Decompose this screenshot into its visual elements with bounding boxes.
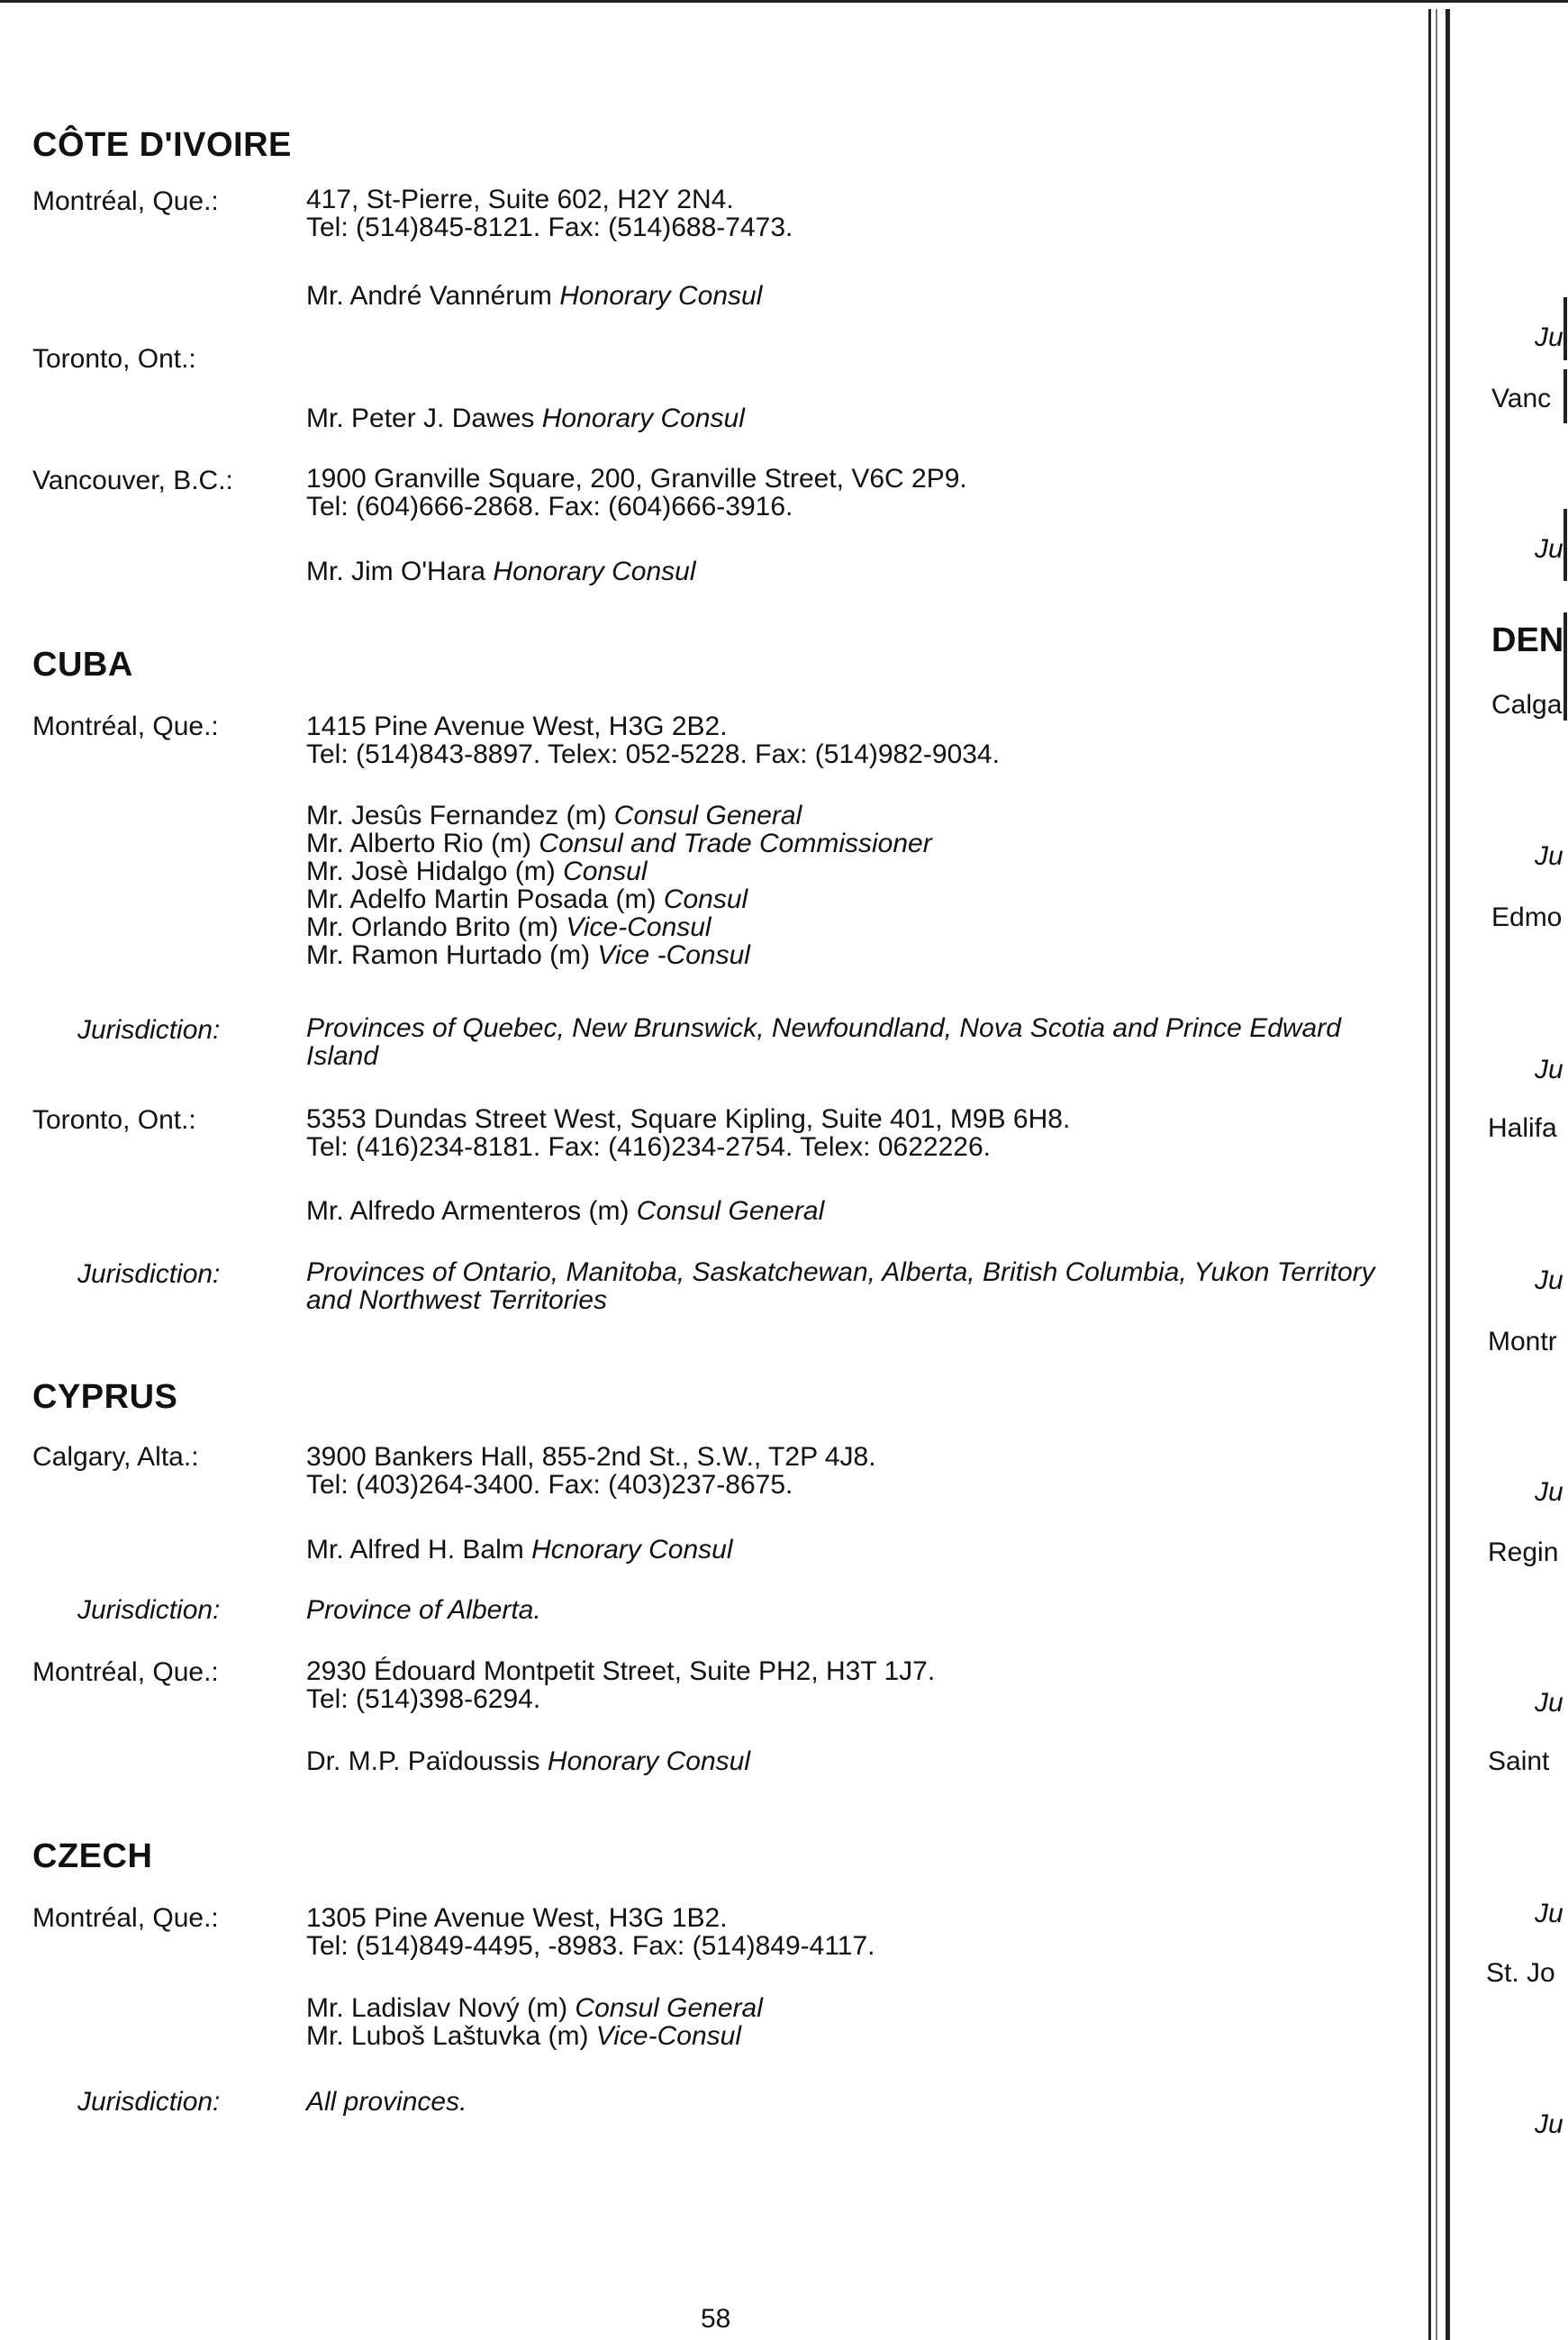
official-name: Mr. Adelfo Martin Posada (m) — [306, 884, 657, 914]
consulate-entry — [306, 712, 1400, 768]
official-role: Vice-Consul — [566, 912, 711, 942]
right-fragment: Ju — [1535, 1899, 1563, 1928]
official-entry — [306, 404, 1400, 432]
consulate-entry — [306, 465, 1400, 521]
contact-line: Tel: (604)666-2868. Fax: (604)666-3916. — [306, 492, 793, 522]
official-entry — [306, 282, 1400, 310]
place-label: Toronto, Ont.: — [32, 344, 196, 374]
adjacent-page-fragment — [1452, 0, 1568, 2340]
jurisdiction-label: Jurisdiction: — [77, 1259, 221, 1289]
right-fragment: St. Jo — [1486, 1958, 1555, 1988]
official-role: Consul General — [636, 1196, 825, 1226]
official-entry — [306, 885, 1400, 913]
address-line: 1305 Pine Avenue West, H3G 1B2. — [306, 1903, 728, 1933]
page-gutter-inner-line — [1436, 9, 1437, 2340]
right-fragment: Ju — [1535, 1688, 1563, 1718]
jurisdiction-text: Province of Alberta. — [306, 1595, 541, 1625]
jurisdiction-text: Provinces of Quebec, New Brunswick, Newfoundland, Nova Scotia and Prince Edward Island — [306, 1013, 1341, 1071]
consulate-entry — [306, 186, 1400, 241]
consulate-entry — [306, 1904, 1400, 1960]
official-entry — [306, 558, 1400, 585]
table-rule — [1563, 297, 1567, 360]
official-role: Vice-Consul — [595, 2021, 741, 2051]
right-fragment: Ju — [1535, 841, 1563, 871]
address-line: 3900 Bankers Hall, 855-2nd St., S.W., T2P 4J8. — [306, 1442, 876, 1472]
jurisdiction-label: Jurisdiction: — [77, 1015, 221, 1045]
address-line: 2930 Édouard Montpetit Street, Suite PH2, H3T 1J7. — [306, 1656, 936, 1686]
place-label: Montréal, Que.: — [32, 1657, 219, 1687]
right-fragment: Halifa — [1488, 1113, 1557, 1143]
place-label: Vancouver, B.C.: — [32, 466, 233, 495]
consulate-entry — [306, 1657, 1400, 1713]
official-name: Mr. Alberto Rio (m) — [306, 829, 532, 858]
official-entry — [306, 1994, 1400, 2022]
official-name: Mr. Jim O'Hara — [306, 557, 486, 586]
section-title-cote-divoire: CÔTE D'IVOIRE — [32, 126, 292, 164]
official-role: Honorary Consul — [541, 404, 745, 433]
official-entry — [306, 1197, 1400, 1225]
right-fragment: Ju — [1535, 2109, 1563, 2139]
jurisdiction-text: All provinces. — [306, 2087, 467, 2117]
official-name: Mr. Peter J. Dawes — [306, 404, 535, 433]
section-title-cuba: CUBA — [32, 646, 133, 684]
place-label: Toronto, Ont.: — [32, 1105, 196, 1135]
official-role: Consul General — [613, 801, 802, 830]
officials-list — [306, 558, 1400, 585]
jurisdiction-label: Jurisdiction: — [77, 2087, 221, 2117]
address-line: 1415 Pine Avenue West, H3G 2B2. — [306, 712, 728, 741]
officials-list — [306, 802, 1400, 969]
right-fragment: Edmo — [1491, 902, 1563, 932]
official-name: Mr. Alfredo Armenteros (m) — [306, 1196, 630, 1226]
official-role: Vice -Consul — [597, 940, 750, 970]
right-fragment: Calga — [1491, 690, 1563, 720]
right-fragment: Saint — [1488, 1746, 1550, 1776]
contact-line: Tel: (514)849-4495, -8983. Fax: (514)849-4117. — [306, 1931, 875, 1961]
page-number: 58 — [701, 2304, 731, 2334]
jurisdiction-text: Provinces of Ontario, Manitoba, Saskatchewan, Alberta, British Columbia, Yukon Territory and Northwest Territories — [306, 1257, 1375, 1315]
official-role: Consul General — [575, 1993, 763, 2023]
address-line: 1900 Granville Square, 200, Granville Street, V6C 2P9. — [306, 464, 967, 494]
officials-list — [306, 404, 1400, 432]
place-label: Calgary, Alta.: — [32, 1442, 199, 1472]
officials-list — [306, 1994, 1400, 2050]
section-title-czech: CZECH — [32, 1837, 153, 1875]
right-fragment: Ju — [1535, 1265, 1563, 1295]
table-rule — [1563, 612, 1567, 721]
jurisdiction-label: Jurisdiction: — [77, 1595, 221, 1625]
official-name: Mr. Josè Hidalgo (m) — [306, 857, 556, 886]
official-role: Hcnorary Consul — [531, 1535, 733, 1565]
contact-line: Tel: (416)234-8181. Fax: (416)234-2754. Telex: 0622226. — [306, 1132, 991, 1162]
official-entry — [306, 830, 1400, 857]
official-entry — [306, 1536, 1400, 1564]
right-fragment: Regin — [1488, 1537, 1559, 1567]
right-fragment: Ju — [1535, 534, 1563, 564]
address-line: 417, St-Pierre, Suite 602, H2Y 2N4. — [306, 185, 734, 214]
table-rule — [1563, 509, 1567, 581]
right-fragment: DEN — [1491, 621, 1564, 659]
official-entry — [306, 802, 1400, 830]
official-entry — [306, 2022, 1400, 2050]
right-fragment: Montr — [1488, 1327, 1557, 1356]
official-entry — [306, 913, 1400, 941]
official-role: Consul and Trade Commissioner — [539, 829, 932, 858]
right-fragment: Ju — [1535, 1477, 1563, 1507]
official-role: Consul — [563, 857, 648, 886]
official-name: Dr. M.P. Païdoussis — [306, 1746, 540, 1776]
official-name: Mr. André Vannérum — [306, 281, 552, 311]
contact-line: Tel: (514)843-8897. Telex: 052-5228. Fax: (514)982-9034. — [306, 739, 1000, 769]
officials-list — [306, 1536, 1400, 1564]
table-rule — [1563, 369, 1567, 423]
place-label: Montréal, Que.: — [32, 186, 219, 216]
official-entry — [306, 857, 1400, 885]
right-fragment: Vanc — [1491, 384, 1552, 413]
official-role: Honorary Consul — [493, 557, 696, 586]
official-name: Mr. Alfred H. Balm — [306, 1535, 524, 1565]
address-line: 5353 Dundas Street West, Square Kipling, Suite 401, M9B 6H8. — [306, 1104, 1071, 1134]
official-name: Mr. Luboš Laštuvka (m) — [306, 2021, 589, 2051]
place-label: Montréal, Que.: — [32, 712, 219, 741]
officials-list — [306, 1197, 1400, 1225]
official-role: Honorary Consul — [559, 281, 763, 311]
official-name: Mr. Orlando Brito (m) — [306, 912, 559, 942]
official-entry — [306, 941, 1400, 969]
contact-line: Tel: (403)264-3400. Fax: (403)237-8675. — [306, 1470, 793, 1500]
official-name: Mr. Jesûs Fernandez (m) — [306, 801, 607, 830]
official-entry — [306, 1747, 1400, 1775]
official-name: Mr. Ramon Hurtado (m) — [306, 940, 591, 970]
contact-line: Tel: (514)845-8121. Fax: (514)688-7473. — [306, 213, 793, 242]
page-gutter-divider — [1428, 9, 1450, 2340]
consulate-entry — [306, 1105, 1400, 1161]
official-role: Honorary Consul — [547, 1746, 751, 1776]
right-fragment: Ju — [1535, 322, 1563, 352]
contact-line: Tel: (514)398-6294. — [306, 1684, 541, 1714]
official-name: Mr. Ladislav Nový (m) — [306, 1993, 568, 2023]
consulate-entry — [306, 1443, 1400, 1499]
official-role: Consul — [663, 884, 748, 914]
section-title-cyprus: CYPRUS — [32, 1378, 178, 1416]
officials-list — [306, 1747, 1400, 1775]
right-fragment: Ju — [1535, 1055, 1563, 1084]
officials-list — [306, 282, 1400, 310]
place-label: Montréal, Que.: — [32, 1903, 219, 1933]
